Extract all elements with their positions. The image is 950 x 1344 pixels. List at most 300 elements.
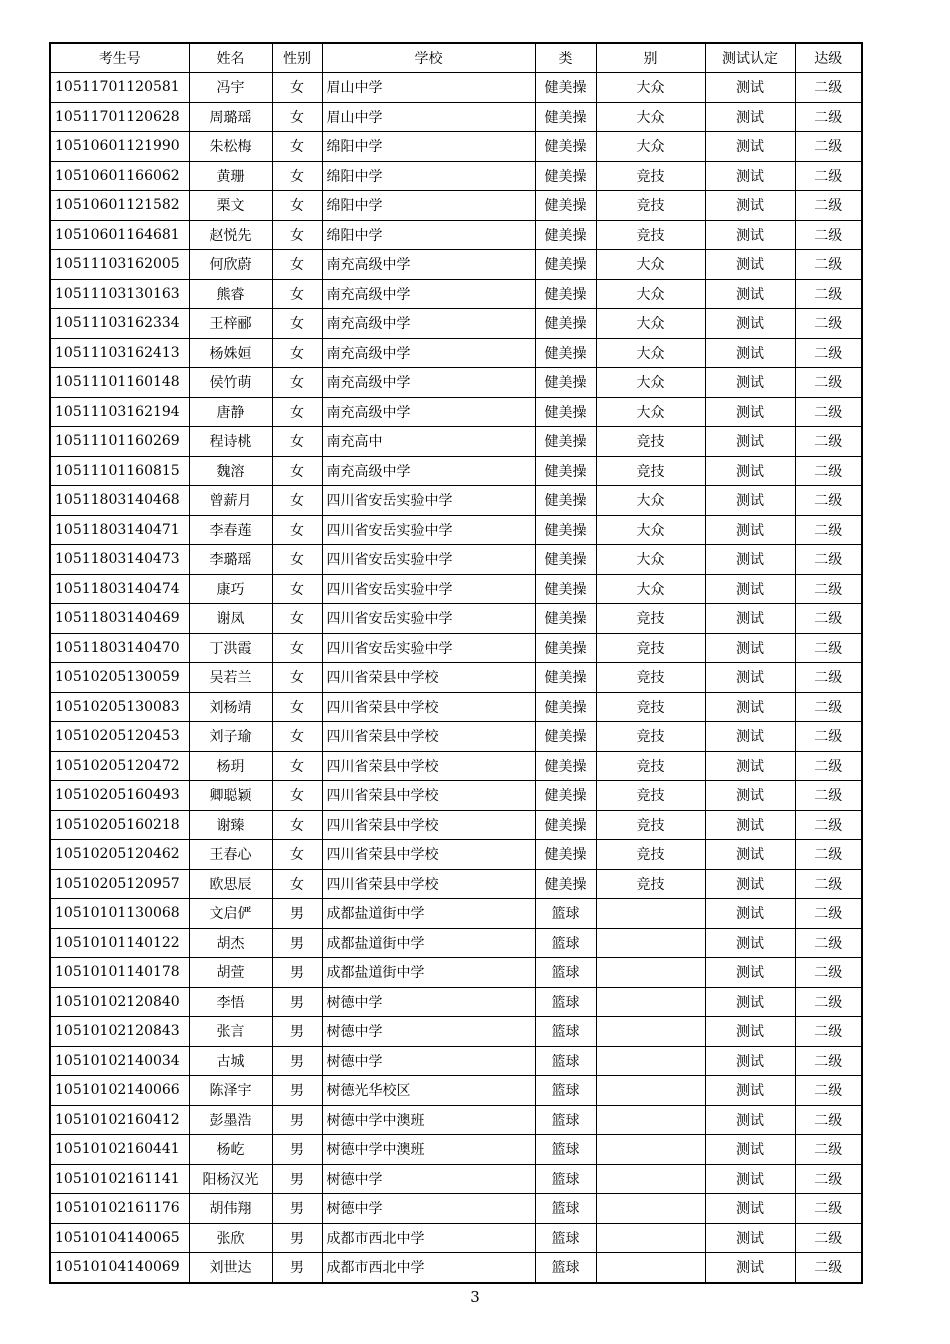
table-row bbox=[50, 810, 862, 840]
table-row bbox=[50, 722, 862, 752]
cell-type: 大众 bbox=[596, 309, 705, 339]
cell-type: 竞技 bbox=[596, 869, 705, 899]
cell-certification: 测试 bbox=[705, 515, 795, 545]
cell-certification: 测试 bbox=[705, 781, 795, 811]
table-row bbox=[50, 456, 862, 486]
cell-level: 二级 bbox=[795, 899, 862, 929]
cell-school: 树德中学 bbox=[322, 987, 535, 1017]
header-category: 类 bbox=[535, 43, 596, 73]
table-row bbox=[50, 132, 862, 162]
cell-school: 成都市西北中学 bbox=[322, 1223, 535, 1253]
cell-level: 二级 bbox=[795, 132, 862, 162]
cell-certification: 测试 bbox=[705, 928, 795, 958]
cell-gender: 女 bbox=[272, 191, 322, 221]
cell-level: 二级 bbox=[795, 1164, 862, 1194]
cell-level: 二级 bbox=[795, 545, 862, 575]
cell-level: 二级 bbox=[795, 309, 862, 339]
table-row bbox=[50, 574, 862, 604]
cell-certification: 测试 bbox=[705, 1105, 795, 1135]
cell-certification: 测试 bbox=[705, 338, 795, 368]
cell-school: 南充高级中学 bbox=[322, 397, 535, 427]
cell-category: 篮球 bbox=[535, 1253, 596, 1283]
cell-category: 健美操 bbox=[535, 132, 596, 162]
cell-type: 大众 bbox=[596, 279, 705, 309]
cell-level: 二级 bbox=[795, 515, 862, 545]
table-row bbox=[50, 604, 862, 634]
cell-level: 二级 bbox=[795, 722, 862, 752]
cell-school: 四川省荣县中学校 bbox=[322, 840, 535, 870]
cell-exam-id: 10510104140065 bbox=[50, 1223, 189, 1253]
table-row bbox=[50, 397, 862, 427]
cell-level: 二级 bbox=[795, 279, 862, 309]
table-row bbox=[50, 663, 862, 693]
header-row bbox=[50, 43, 862, 73]
cell-school: 眉山中学 bbox=[322, 73, 535, 103]
cell-certification: 测试 bbox=[705, 161, 795, 191]
table-row bbox=[50, 1017, 862, 1047]
cell-exam-id: 10510102120843 bbox=[50, 1017, 189, 1047]
cell-school: 成都盐道街中学 bbox=[322, 899, 535, 929]
cell-school: 南充高级中学 bbox=[322, 368, 535, 398]
cell-type bbox=[596, 1253, 705, 1283]
cell-school: 四川省荣县中学校 bbox=[322, 869, 535, 899]
cell-type bbox=[596, 1076, 705, 1106]
table-row bbox=[50, 486, 862, 516]
cell-gender: 女 bbox=[272, 840, 322, 870]
cell-name: 周璐瑶 bbox=[189, 102, 272, 132]
cell-category: 篮球 bbox=[535, 1194, 596, 1224]
cell-exam-id: 10511803140468 bbox=[50, 486, 189, 516]
cell-exam-id: 10511101160269 bbox=[50, 427, 189, 457]
table-row bbox=[50, 928, 862, 958]
cell-category: 篮球 bbox=[535, 1105, 596, 1135]
cell-gender: 男 bbox=[272, 987, 322, 1017]
cell-gender: 女 bbox=[272, 751, 322, 781]
cell-exam-id: 10510101140178 bbox=[50, 958, 189, 988]
cell-type: 竞技 bbox=[596, 604, 705, 634]
cell-exam-id: 10510601166062 bbox=[50, 161, 189, 191]
table-row bbox=[50, 958, 862, 988]
cell-type: 竞技 bbox=[596, 810, 705, 840]
cell-certification: 测试 bbox=[705, 1076, 795, 1106]
cell-name: 栗文 bbox=[189, 191, 272, 221]
cell-gender: 男 bbox=[272, 1194, 322, 1224]
page-number: 3 bbox=[470, 1288, 480, 1306]
cell-type: 大众 bbox=[596, 368, 705, 398]
cell-gender: 女 bbox=[272, 574, 322, 604]
cell-certification: 测试 bbox=[705, 397, 795, 427]
cell-certification: 测试 bbox=[705, 958, 795, 988]
cell-gender: 男 bbox=[272, 1223, 322, 1253]
cell-gender: 女 bbox=[272, 633, 322, 663]
cell-category: 健美操 bbox=[535, 73, 596, 103]
cell-type: 竞技 bbox=[596, 220, 705, 250]
cell-category: 健美操 bbox=[535, 250, 596, 280]
cell-category: 健美操 bbox=[535, 781, 596, 811]
cell-school: 绵阳中学 bbox=[322, 220, 535, 250]
cell-school: 南充高级中学 bbox=[322, 456, 535, 486]
cell-exam-id: 10511103130163 bbox=[50, 279, 189, 309]
cell-category: 篮球 bbox=[535, 1135, 596, 1165]
cell-exam-id: 10510601121582 bbox=[50, 191, 189, 221]
cell-gender: 女 bbox=[272, 220, 322, 250]
cell-name: 丁洪霞 bbox=[189, 633, 272, 663]
cell-category: 健美操 bbox=[535, 486, 596, 516]
cell-category: 健美操 bbox=[535, 161, 596, 191]
cell-exam-id: 10511101160148 bbox=[50, 368, 189, 398]
cell-certification: 测试 bbox=[705, 633, 795, 663]
cell-type bbox=[596, 928, 705, 958]
cell-gender: 男 bbox=[272, 1164, 322, 1194]
cell-level: 二级 bbox=[795, 1076, 862, 1106]
cell-exam-id: 10510205120472 bbox=[50, 751, 189, 781]
table-row bbox=[50, 1164, 862, 1194]
table-row bbox=[50, 987, 862, 1017]
cell-certification: 测试 bbox=[705, 220, 795, 250]
cell-name: 黄珊 bbox=[189, 161, 272, 191]
cell-certification: 测试 bbox=[705, 751, 795, 781]
cell-name: 胡杰 bbox=[189, 928, 272, 958]
cell-certification: 测试 bbox=[705, 368, 795, 398]
cell-category: 健美操 bbox=[535, 574, 596, 604]
cell-exam-id: 10510102160412 bbox=[50, 1105, 189, 1135]
cell-name: 王梓郦 bbox=[189, 309, 272, 339]
cell-school: 树德中学 bbox=[322, 1017, 535, 1047]
cell-gender: 男 bbox=[272, 1135, 322, 1165]
cell-type: 竞技 bbox=[596, 692, 705, 722]
cell-level: 二级 bbox=[795, 840, 862, 870]
cell-gender: 女 bbox=[272, 692, 322, 722]
cell-gender: 男 bbox=[272, 928, 322, 958]
cell-level: 二级 bbox=[795, 73, 862, 103]
cell-level: 二级 bbox=[795, 1105, 862, 1135]
table-row bbox=[50, 220, 862, 250]
cell-exam-id: 10511701120581 bbox=[50, 73, 189, 103]
cell-certification: 测试 bbox=[705, 545, 795, 575]
cell-school: 四川省荣县中学校 bbox=[322, 722, 535, 752]
table-row bbox=[50, 1194, 862, 1224]
cell-exam-id: 10511101160815 bbox=[50, 456, 189, 486]
cell-certification: 测试 bbox=[705, 191, 795, 221]
cell-exam-id: 10510601164681 bbox=[50, 220, 189, 250]
cell-exam-id: 10511803140474 bbox=[50, 574, 189, 604]
cell-level: 二级 bbox=[795, 427, 862, 457]
cell-type: 大众 bbox=[596, 338, 705, 368]
cell-school: 四川省荣县中学校 bbox=[322, 810, 535, 840]
cell-name: 刘世达 bbox=[189, 1253, 272, 1283]
cell-name: 唐静 bbox=[189, 397, 272, 427]
cell-exam-id: 10510205120453 bbox=[50, 722, 189, 752]
cell-type: 大众 bbox=[596, 515, 705, 545]
cell-type: 大众 bbox=[596, 545, 705, 575]
header-name: 姓名 bbox=[189, 43, 272, 73]
cell-school: 眉山中学 bbox=[322, 102, 535, 132]
cell-category: 健美操 bbox=[535, 692, 596, 722]
table-row bbox=[50, 515, 862, 545]
cell-name: 何欣蔚 bbox=[189, 250, 272, 280]
cell-gender: 女 bbox=[272, 250, 322, 280]
cell-name: 彭墨浩 bbox=[189, 1105, 272, 1135]
cell-name: 魏溶 bbox=[189, 456, 272, 486]
cell-certification: 测试 bbox=[705, 1253, 795, 1283]
cell-exam-id: 10510102120840 bbox=[50, 987, 189, 1017]
cell-school: 四川省安岳实验中学 bbox=[322, 574, 535, 604]
cell-certification: 测试 bbox=[705, 456, 795, 486]
cell-school: 树德中学中澳班 bbox=[322, 1105, 535, 1135]
cell-category: 健美操 bbox=[535, 722, 596, 752]
cell-school: 四川省安岳实验中学 bbox=[322, 486, 535, 516]
cell-certification: 测试 bbox=[705, 1017, 795, 1047]
cell-level: 二级 bbox=[795, 456, 862, 486]
cell-category: 健美操 bbox=[535, 515, 596, 545]
cell-school: 四川省荣县中学校 bbox=[322, 663, 535, 693]
cell-school: 成都市西北中学 bbox=[322, 1253, 535, 1283]
cell-type bbox=[596, 1223, 705, 1253]
cell-type bbox=[596, 1105, 705, 1135]
cell-school: 树德中学 bbox=[322, 1046, 535, 1076]
table-row bbox=[50, 840, 862, 870]
cell-gender: 女 bbox=[272, 869, 322, 899]
cell-level: 二级 bbox=[795, 161, 862, 191]
cell-gender: 女 bbox=[272, 810, 322, 840]
cell-exam-id: 10510205130083 bbox=[50, 692, 189, 722]
cell-school: 绵阳中学 bbox=[322, 161, 535, 191]
cell-name: 文启俨 bbox=[189, 899, 272, 929]
cell-name: 曾薪月 bbox=[189, 486, 272, 516]
cell-gender: 女 bbox=[272, 132, 322, 162]
cell-level: 二级 bbox=[795, 604, 862, 634]
cell-level: 二级 bbox=[795, 751, 862, 781]
cell-certification: 测试 bbox=[705, 486, 795, 516]
cell-type: 大众 bbox=[596, 397, 705, 427]
cell-type: 竞技 bbox=[596, 781, 705, 811]
cell-name: 杨姝姮 bbox=[189, 338, 272, 368]
cell-name: 程诗桃 bbox=[189, 427, 272, 457]
cell-category: 健美操 bbox=[535, 663, 596, 693]
cell-level: 二级 bbox=[795, 102, 862, 132]
cell-certification: 测试 bbox=[705, 427, 795, 457]
cell-school: 南充高级中学 bbox=[322, 309, 535, 339]
cell-gender: 女 bbox=[272, 722, 322, 752]
cell-exam-id: 10510601121990 bbox=[50, 132, 189, 162]
cell-type: 大众 bbox=[596, 486, 705, 516]
cell-exam-id: 10510205120957 bbox=[50, 869, 189, 899]
table-row bbox=[50, 338, 862, 368]
cell-type: 竞技 bbox=[596, 633, 705, 663]
cell-level: 二级 bbox=[795, 368, 862, 398]
cell-school: 四川省安岳实验中学 bbox=[322, 545, 535, 575]
cell-category: 健美操 bbox=[535, 338, 596, 368]
cell-name: 胡伟翔 bbox=[189, 1194, 272, 1224]
cell-gender: 女 bbox=[272, 456, 322, 486]
cell-school: 树德中学中澳班 bbox=[322, 1135, 535, 1165]
cell-exam-id: 10510101130068 bbox=[50, 899, 189, 929]
cell-gender: 女 bbox=[272, 486, 322, 516]
cell-certification: 测试 bbox=[705, 132, 795, 162]
cell-certification: 测试 bbox=[705, 1223, 795, 1253]
cell-name: 康巧 bbox=[189, 574, 272, 604]
cell-category: 健美操 bbox=[535, 633, 596, 663]
cell-gender: 女 bbox=[272, 427, 322, 457]
cell-category: 健美操 bbox=[535, 279, 596, 309]
cell-name: 欧思辰 bbox=[189, 869, 272, 899]
cell-school: 四川省荣县中学校 bbox=[322, 781, 535, 811]
cell-type: 竞技 bbox=[596, 840, 705, 870]
cell-exam-id: 10511803140470 bbox=[50, 633, 189, 663]
cell-level: 二级 bbox=[795, 692, 862, 722]
cell-type: 竞技 bbox=[596, 161, 705, 191]
cell-name: 谢凤 bbox=[189, 604, 272, 634]
cell-gender: 女 bbox=[272, 368, 322, 398]
table-row bbox=[50, 1105, 862, 1135]
cell-name: 张欣 bbox=[189, 1223, 272, 1253]
cell-category: 健美操 bbox=[535, 545, 596, 575]
cell-level: 二级 bbox=[795, 987, 862, 1017]
cell-gender: 男 bbox=[272, 1046, 322, 1076]
cell-exam-id: 10510205160218 bbox=[50, 810, 189, 840]
cell-type bbox=[596, 899, 705, 929]
cell-certification: 测试 bbox=[705, 604, 795, 634]
cell-category: 健美操 bbox=[535, 191, 596, 221]
cell-school: 绵阳中学 bbox=[322, 132, 535, 162]
cell-gender: 女 bbox=[272, 309, 322, 339]
cell-school: 绵阳中学 bbox=[322, 191, 535, 221]
table-row bbox=[50, 1223, 862, 1253]
cell-gender: 男 bbox=[272, 1076, 322, 1106]
cell-level: 二级 bbox=[795, 338, 862, 368]
table-row bbox=[50, 1046, 862, 1076]
cell-name: 张言 bbox=[189, 1017, 272, 1047]
cell-school: 南充高中 bbox=[322, 427, 535, 457]
cell-category: 篮球 bbox=[535, 1223, 596, 1253]
cell-exam-id: 10510205120462 bbox=[50, 840, 189, 870]
cell-type bbox=[596, 958, 705, 988]
table-row bbox=[50, 161, 862, 191]
table-row bbox=[50, 1253, 862, 1283]
cell-school: 南充高级中学 bbox=[322, 338, 535, 368]
cell-exam-id: 10510205130059 bbox=[50, 663, 189, 693]
cell-name: 杨屹 bbox=[189, 1135, 272, 1165]
cell-exam-id: 10510205160493 bbox=[50, 781, 189, 811]
cell-school: 四川省安岳实验中学 bbox=[322, 515, 535, 545]
cell-certification: 测试 bbox=[705, 102, 795, 132]
cell-level: 二级 bbox=[795, 250, 862, 280]
cell-type: 竞技 bbox=[596, 427, 705, 457]
cell-gender: 男 bbox=[272, 899, 322, 929]
table-row bbox=[50, 869, 862, 899]
cell-type: 竞技 bbox=[596, 663, 705, 693]
cell-gender: 女 bbox=[272, 604, 322, 634]
cell-level: 二级 bbox=[795, 191, 862, 221]
cell-name: 吴若兰 bbox=[189, 663, 272, 693]
cell-type: 竞技 bbox=[596, 456, 705, 486]
cell-type bbox=[596, 1164, 705, 1194]
cell-school: 树德中学 bbox=[322, 1194, 535, 1224]
cell-category: 健美操 bbox=[535, 751, 596, 781]
table-row bbox=[50, 427, 862, 457]
cell-exam-id: 10511103162005 bbox=[50, 250, 189, 280]
cell-school: 四川省安岳实验中学 bbox=[322, 604, 535, 634]
cell-category: 健美操 bbox=[535, 840, 596, 870]
cell-type bbox=[596, 987, 705, 1017]
cell-school: 南充高级中学 bbox=[322, 279, 535, 309]
cell-level: 二级 bbox=[795, 928, 862, 958]
table-row bbox=[50, 368, 862, 398]
cell-exam-id: 10511701120628 bbox=[50, 102, 189, 132]
cell-exam-id: 10511803140473 bbox=[50, 545, 189, 575]
table-row bbox=[50, 751, 862, 781]
cell-category: 健美操 bbox=[535, 810, 596, 840]
cell-gender: 男 bbox=[272, 1017, 322, 1047]
cell-category: 健美操 bbox=[535, 456, 596, 486]
cell-name: 熊睿 bbox=[189, 279, 272, 309]
cell-category: 篮球 bbox=[535, 1017, 596, 1047]
header-level: 达级 bbox=[795, 43, 862, 73]
cell-name: 卿聪颖 bbox=[189, 781, 272, 811]
cell-name: 冯宇 bbox=[189, 73, 272, 103]
cell-name: 杨玥 bbox=[189, 751, 272, 781]
cell-type: 大众 bbox=[596, 250, 705, 280]
header-certification: 测试认定 bbox=[705, 43, 795, 73]
cell-name: 朱松梅 bbox=[189, 132, 272, 162]
cell-type: 竞技 bbox=[596, 751, 705, 781]
cell-exam-id: 10511803140471 bbox=[50, 515, 189, 545]
cell-name: 王春心 bbox=[189, 840, 272, 870]
cell-certification: 测试 bbox=[705, 1046, 795, 1076]
cell-exam-id: 10511103162334 bbox=[50, 309, 189, 339]
cell-category: 篮球 bbox=[535, 958, 596, 988]
cell-certification: 测试 bbox=[705, 869, 795, 899]
header-gender: 性别 bbox=[272, 43, 322, 73]
cell-certification: 测试 bbox=[705, 692, 795, 722]
cell-level: 二级 bbox=[795, 1017, 862, 1047]
cell-exam-id: 10511803140469 bbox=[50, 604, 189, 634]
cell-level: 二级 bbox=[795, 633, 862, 663]
cell-name: 李悟 bbox=[189, 987, 272, 1017]
cell-gender: 女 bbox=[272, 663, 322, 693]
cell-type bbox=[596, 1017, 705, 1047]
cell-name: 赵悦先 bbox=[189, 220, 272, 250]
cell-type bbox=[596, 1194, 705, 1224]
cell-level: 二级 bbox=[795, 574, 862, 604]
cell-exam-id: 10511103162194 bbox=[50, 397, 189, 427]
cell-category: 健美操 bbox=[535, 220, 596, 250]
cell-category: 健美操 bbox=[535, 368, 596, 398]
cell-school: 四川省安岳实验中学 bbox=[322, 633, 535, 663]
cell-level: 二级 bbox=[795, 486, 862, 516]
cell-level: 二级 bbox=[795, 1223, 862, 1253]
table-row bbox=[50, 781, 862, 811]
header-type: 别 bbox=[596, 43, 705, 73]
cell-type: 大众 bbox=[596, 73, 705, 103]
table-body bbox=[50, 73, 862, 1283]
cell-category: 健美操 bbox=[535, 397, 596, 427]
cell-gender: 女 bbox=[272, 102, 322, 132]
cell-level: 二级 bbox=[795, 1194, 862, 1224]
cell-gender: 男 bbox=[272, 958, 322, 988]
cell-certification: 测试 bbox=[705, 899, 795, 929]
cell-school: 树德光华校区 bbox=[322, 1076, 535, 1106]
cell-category: 篮球 bbox=[535, 899, 596, 929]
cell-type bbox=[596, 1135, 705, 1165]
header-school: 学校 bbox=[322, 43, 535, 73]
cell-level: 二级 bbox=[795, 781, 862, 811]
table-row bbox=[50, 309, 862, 339]
cell-name: 谢臻 bbox=[189, 810, 272, 840]
cell-category: 健美操 bbox=[535, 309, 596, 339]
cell-exam-id: 10510102161176 bbox=[50, 1194, 189, 1224]
cell-name: 李璐瑶 bbox=[189, 545, 272, 575]
